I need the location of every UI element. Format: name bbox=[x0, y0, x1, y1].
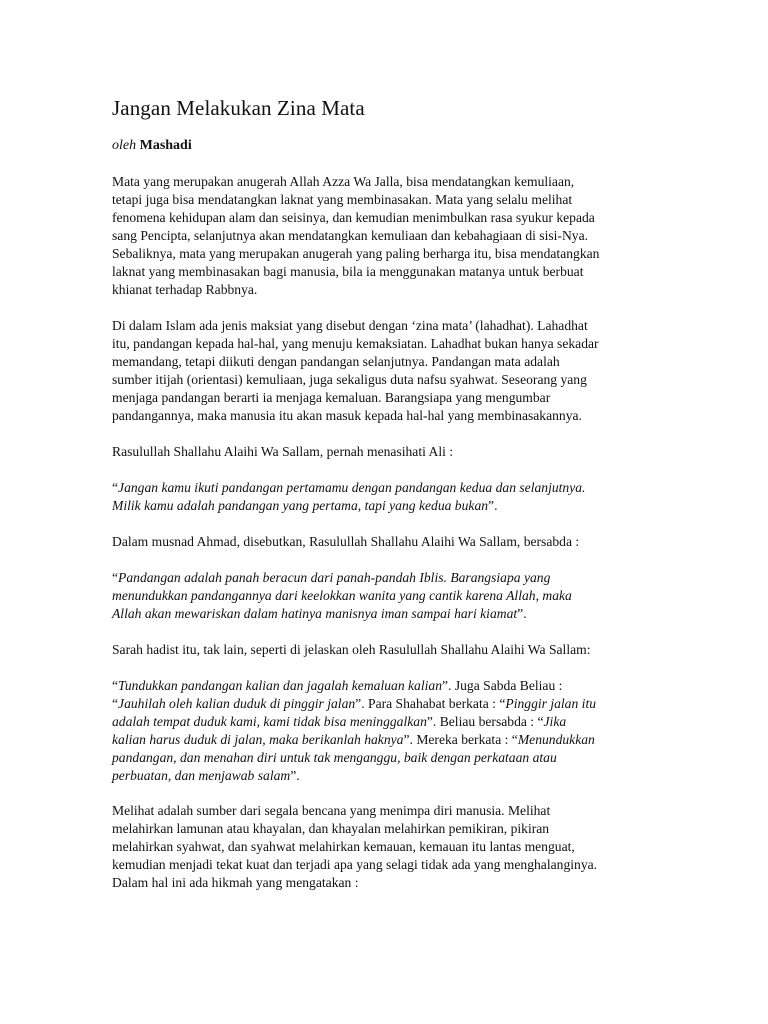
text-line: Dalam hal ini ada hikmah yang mengatakan : bbox=[112, 875, 359, 890]
text-line: Melihat adalah sumber dari segala bencana yang menimpa diri manusia. Melihat bbox=[112, 803, 551, 818]
text-line: khianat terhadap Rabbnya. bbox=[112, 282, 258, 297]
text-line: Rasulullah Shallahu Alaihi Wa Sallam, pernah menasihati Ali : bbox=[112, 444, 454, 459]
byline-prefix: oleh bbox=[112, 138, 137, 153]
text-line: Mata yang merupakan anugerah Allah Azza Wa Jalla, bisa mendatangkan kemuliaan, bbox=[112, 174, 575, 189]
text-line: pandangan, dan menahan diri untuk tak menganggu, baik dengan perkataan atau bbox=[112, 750, 557, 765]
paragraph-1 bbox=[112, 173, 657, 299]
text-line: pandangannya, maka manusia itu akan masuk kepada hal-hal yang membinasakannya. bbox=[112, 408, 582, 423]
text-line: menjaga pandangan berarti ia menjaga kemaluan. Barangsiapa yang mengumbar bbox=[112, 390, 551, 405]
text-line: Dalam musnad Ahmad, disebutkan, Rasulullah Shallahu Alaihi Wa Sallam, bersabda : bbox=[112, 534, 580, 549]
text-line: kalian harus duduk di jalan, maka berikanlah haknya”. Mereka berkata : “Menundukkan bbox=[112, 732, 595, 747]
text-line: “Jauhilah oleh kalian duduk di pinggir jalan”. Para Shahabat berkata : “Pinggir jalan itu bbox=[112, 696, 597, 711]
text-line: perbuatan, dan menjawab salam”. bbox=[112, 768, 300, 783]
text-line: melahirkan lamunan atau khayalan, dan khayalan melahirkan pemikiran, pikiran bbox=[112, 821, 550, 836]
text-line: sang Pencipta, selanjutnya akan mendatangkan kemuliaan dan kebahagiaan di sisi-Nya. bbox=[112, 228, 589, 243]
text-line: “Pandangan adalah panah beracun dari panah-pandah Iblis. Barangsiapa yang bbox=[112, 570, 551, 585]
text-line: “Tundukkan pandangan kalian dan jagalah kemaluan kalian”. Juga Sabda Beliau : bbox=[112, 678, 563, 693]
author-name: Mashadi bbox=[139, 138, 192, 153]
text-line: tetapi juga bisa mendatangkan laknat yang membinasakan. Mata yang selalu melihat bbox=[112, 192, 573, 207]
text-line: “Jangan kamu ikuti pandangan pertamamu dengan pandangan kedua dan selanjutnya. bbox=[112, 480, 586, 495]
text-line: Milik kamu adalah pandangan yang pertama, tapi yang kedua bukan”. bbox=[112, 498, 498, 513]
quote-2 bbox=[112, 569, 657, 623]
byline bbox=[112, 138, 192, 154]
text-line: Sebaliknya, mata yang merupakan anugerah yang paling berharga itu, bisa mendatangkan bbox=[112, 246, 600, 261]
text-line: fenomena kehidupan alam dan seisinya, dan kemudian menimbulkan rasa syukur kepada bbox=[112, 210, 595, 225]
paragraph-9 bbox=[112, 802, 657, 892]
text-line: memandang, tetapi diikuti dengan pandangan selanjutnya. Pandangan mata adalah bbox=[112, 354, 560, 369]
quote-1 bbox=[112, 479, 657, 515]
text-line: itu, pandangan kepada hal-hal, yang menuju kemaksiatan. Lahadhat bukan hanya sekadar bbox=[112, 336, 599, 351]
text-line: sumber itijah (orientasi) kemuliaan, juga sekaligus duta nafsu syahwat. Seseorang yang bbox=[112, 372, 587, 387]
quote-3 bbox=[112, 677, 657, 785]
text-line: melahirkan syahwat, dan syahwat melahirkan kemauan, kemauan itu lantas menguat, bbox=[112, 839, 575, 854]
text-line: Sarah hadist itu, tak lain, seperti di jelaskan oleh Rasulullah Shallahu Alaihi Wa Sallam: bbox=[112, 642, 591, 657]
text-line: Di dalam Islam ada jenis maksiat yang disebut dengan ‘zina mata’ (lahadhat). Lahadhat bbox=[112, 318, 588, 333]
paragraph-7 bbox=[112, 641, 657, 659]
text-line: menundukkan pandangannya dari keelokkan wanita yang cantik karena Allah, maka bbox=[112, 588, 572, 603]
article-title: Jangan Melakukan Zina Mata bbox=[112, 96, 365, 120]
paragraph-3 bbox=[112, 443, 657, 461]
text-line: kemudian menjadi tekat kuat dan terjadi apa yang selagi tidak ada yang menghalanginya. bbox=[112, 857, 598, 872]
text-line: Allah akan mewariskan dalam hatinya manisnya iman sampai hari kiamat”. bbox=[112, 606, 527, 621]
paragraph-5 bbox=[112, 533, 657, 551]
paragraph-2 bbox=[112, 317, 657, 425]
text-line: adalah tempat duduk kami, kami tidak bisa meninggalkan”. Beliau bersabda : “Jika bbox=[112, 714, 567, 729]
text-line: laknat yang membinasakan bagi manusia, bila ia menggunakan matanya untuk berbuat bbox=[112, 264, 584, 279]
